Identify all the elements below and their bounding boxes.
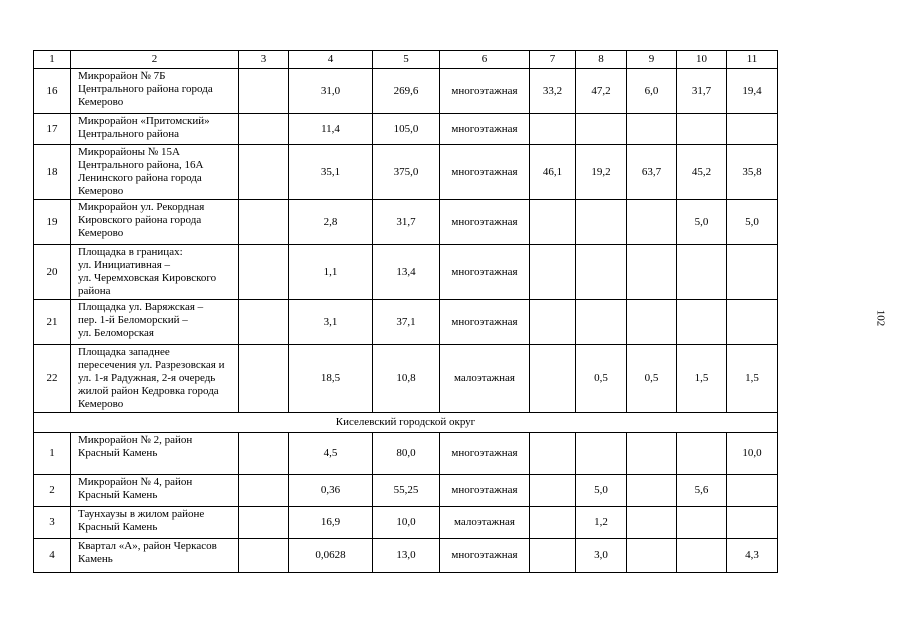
table-row [34,475,778,507]
header-cell: 11 [727,51,778,69]
table-cell [677,245,727,300]
table-cell [627,507,677,539]
table-cell [239,433,289,475]
table-cell [627,245,677,300]
table-cell: многоэтажная [440,433,530,475]
table-cell: многоэтажная [440,300,530,345]
table-cell: 33,2 [530,69,576,114]
table-cell: 18 [34,145,71,200]
table-cell: 22 [34,345,71,413]
table-cell [239,300,289,345]
table-cell: 55,25 [373,475,440,507]
table-cell [239,475,289,507]
header-cell: 2 [71,51,239,69]
table-cell: 1 [34,433,71,475]
table-cell: 0,36 [289,475,373,507]
table-cell: многоэтажная [440,539,530,573]
table-row [34,300,778,345]
header-cell: 9 [627,51,677,69]
table-cell: 31,7 [373,200,440,245]
header-cell: 8 [576,51,627,69]
header-cell: 5 [373,51,440,69]
table-cell: 16 [34,69,71,114]
table-cell: 4 [34,539,71,573]
table-cell [239,245,289,300]
table-cell: 21 [34,300,71,345]
header-cell: 6 [440,51,530,69]
table-cell [530,200,576,245]
table-cell: малоэтажная [440,345,530,413]
name-cell: Микрорайон «Притомский» Центрального района [71,114,239,145]
header-cell: 4 [289,51,373,69]
table-cell: 63,7 [627,145,677,200]
table-cell: 2,8 [289,200,373,245]
table-cell: 19 [34,200,71,245]
name-cell: Площадка в границах: ул. Инициативная – ул. Черемховская Кировского района [71,245,239,300]
table-body [34,51,778,573]
name-cell: Микрорайоны № 15А Центрального района, 16А Ленинского района города Кемерово [71,145,239,200]
name-cell: Таунхаузы в жилом районе Красный Камень [71,507,239,539]
table-row [34,200,778,245]
table-cell [727,114,778,145]
table-cell: 13,0 [373,539,440,573]
page-number: 102 [874,309,887,327]
table-cell: 0,0628 [289,539,373,573]
table-cell [627,433,677,475]
name-cell: Микрорайон № 4, район Красный Камень [71,475,239,507]
table-cell: 20 [34,245,71,300]
table-cell [576,300,627,345]
table-cell: 5,0 [576,475,627,507]
table-cell: 1,5 [677,345,727,413]
table-cell [530,475,576,507]
table-cell [530,245,576,300]
table-cell: 0,5 [627,345,677,413]
table-cell: 35,8 [727,145,778,200]
table-cell [677,433,727,475]
header-cell: 10 [677,51,727,69]
name-cell: Площадка ул. Варяжская – пер. 1-й Беломорский – ул. Беломорская [71,300,239,345]
table-cell: многоэтажная [440,475,530,507]
table-cell [530,507,576,539]
table-cell [627,539,677,573]
table-cell: 16,9 [289,507,373,539]
table-cell: 6,0 [627,69,677,114]
table-cell: 10,0 [373,507,440,539]
table-cell [576,433,627,475]
table-cell: 17 [34,114,71,145]
table-cell [530,114,576,145]
table-cell: 3 [34,507,71,539]
table-cell: 1,5 [727,345,778,413]
table-cell [627,475,677,507]
table-cell [239,539,289,573]
table-cell: 2 [34,475,71,507]
table-cell [677,300,727,345]
table-cell: многоэтажная [440,114,530,145]
table-cell: 269,6 [373,69,440,114]
table-cell [727,507,778,539]
table-cell: 5,0 [727,200,778,245]
table-cell [530,300,576,345]
name-cell: Площадка западнее пересечения ул. Разрезовская и ул. 1-я Радужная, 2-я очередь жилой район Кедровка города Кемерово [71,345,239,413]
table-row [34,345,778,413]
header-cell: 7 [530,51,576,69]
table-cell: 31,0 [289,69,373,114]
table-cell: 11,4 [289,114,373,145]
table-cell: 0,5 [576,345,627,413]
table-cell: 13,4 [373,245,440,300]
table-cell: 47,2 [576,69,627,114]
table-cell [677,539,727,573]
table-cell [576,114,627,145]
table-cell [677,507,727,539]
name-cell: Микрорайон № 7Б Центрального района города Кемерово [71,69,239,114]
table-row [34,507,778,539]
table-cell [576,245,627,300]
table-cell: 10,8 [373,345,440,413]
table-row [34,539,778,573]
table-cell: многоэтажная [440,69,530,114]
table-cell [239,345,289,413]
table-cell [576,200,627,245]
section-title: Киселевский городской округ [34,413,778,433]
table-cell: 80,0 [373,433,440,475]
table-cell [239,69,289,114]
table-cell: 1,1 [289,245,373,300]
table-row [34,245,778,300]
table-cell: 375,0 [373,145,440,200]
table-cell [239,145,289,200]
table-cell [627,200,677,245]
table-cell: 31,7 [677,69,727,114]
header-cell: 1 [34,51,71,69]
name-cell: Микрорайон ул. Рекордная Кировского района города Кемерово [71,200,239,245]
table-cell: 4,3 [727,539,778,573]
table-cell: 4,5 [289,433,373,475]
table-cell [727,245,778,300]
table-cell [727,475,778,507]
table-cell: 105,0 [373,114,440,145]
table-cell [239,200,289,245]
table-cell: многоэтажная [440,245,530,300]
table-cell: 18,5 [289,345,373,413]
data-table [33,50,778,573]
table-cell: 19,4 [727,69,778,114]
table-row [34,145,778,200]
table-cell: многоэтажная [440,200,530,245]
table-cell: 5,6 [677,475,727,507]
table-cell: малоэтажная [440,507,530,539]
table-cell: 35,1 [289,145,373,200]
table-cell: 3,1 [289,300,373,345]
table-row [34,69,778,114]
table-cell: 19,2 [576,145,627,200]
table-cell: 3,0 [576,539,627,573]
table-cell [727,300,778,345]
table-cell [627,114,677,145]
table-cell: 37,1 [373,300,440,345]
header-cell: 3 [239,51,289,69]
table-row [34,114,778,145]
table-cell [239,114,289,145]
table-cell [530,539,576,573]
table-cell [530,433,576,475]
table-cell: 5,0 [677,200,727,245]
table-cell [677,114,727,145]
table-cell: 1,2 [576,507,627,539]
table-cell [627,300,677,345]
table-cell [239,507,289,539]
table-cell [530,345,576,413]
table-cell: 10,0 [727,433,778,475]
header-row [34,51,778,69]
table-cell: многоэтажная [440,145,530,200]
table-row [34,433,778,475]
table-cell: 45,2 [677,145,727,200]
name-cell: Квартал «А», район Черкасов Камень [71,539,239,573]
table-cell: 46,1 [530,145,576,200]
name-cell: Микрорайон № 2, район Красный Камень [71,433,239,475]
section-row [34,413,778,433]
